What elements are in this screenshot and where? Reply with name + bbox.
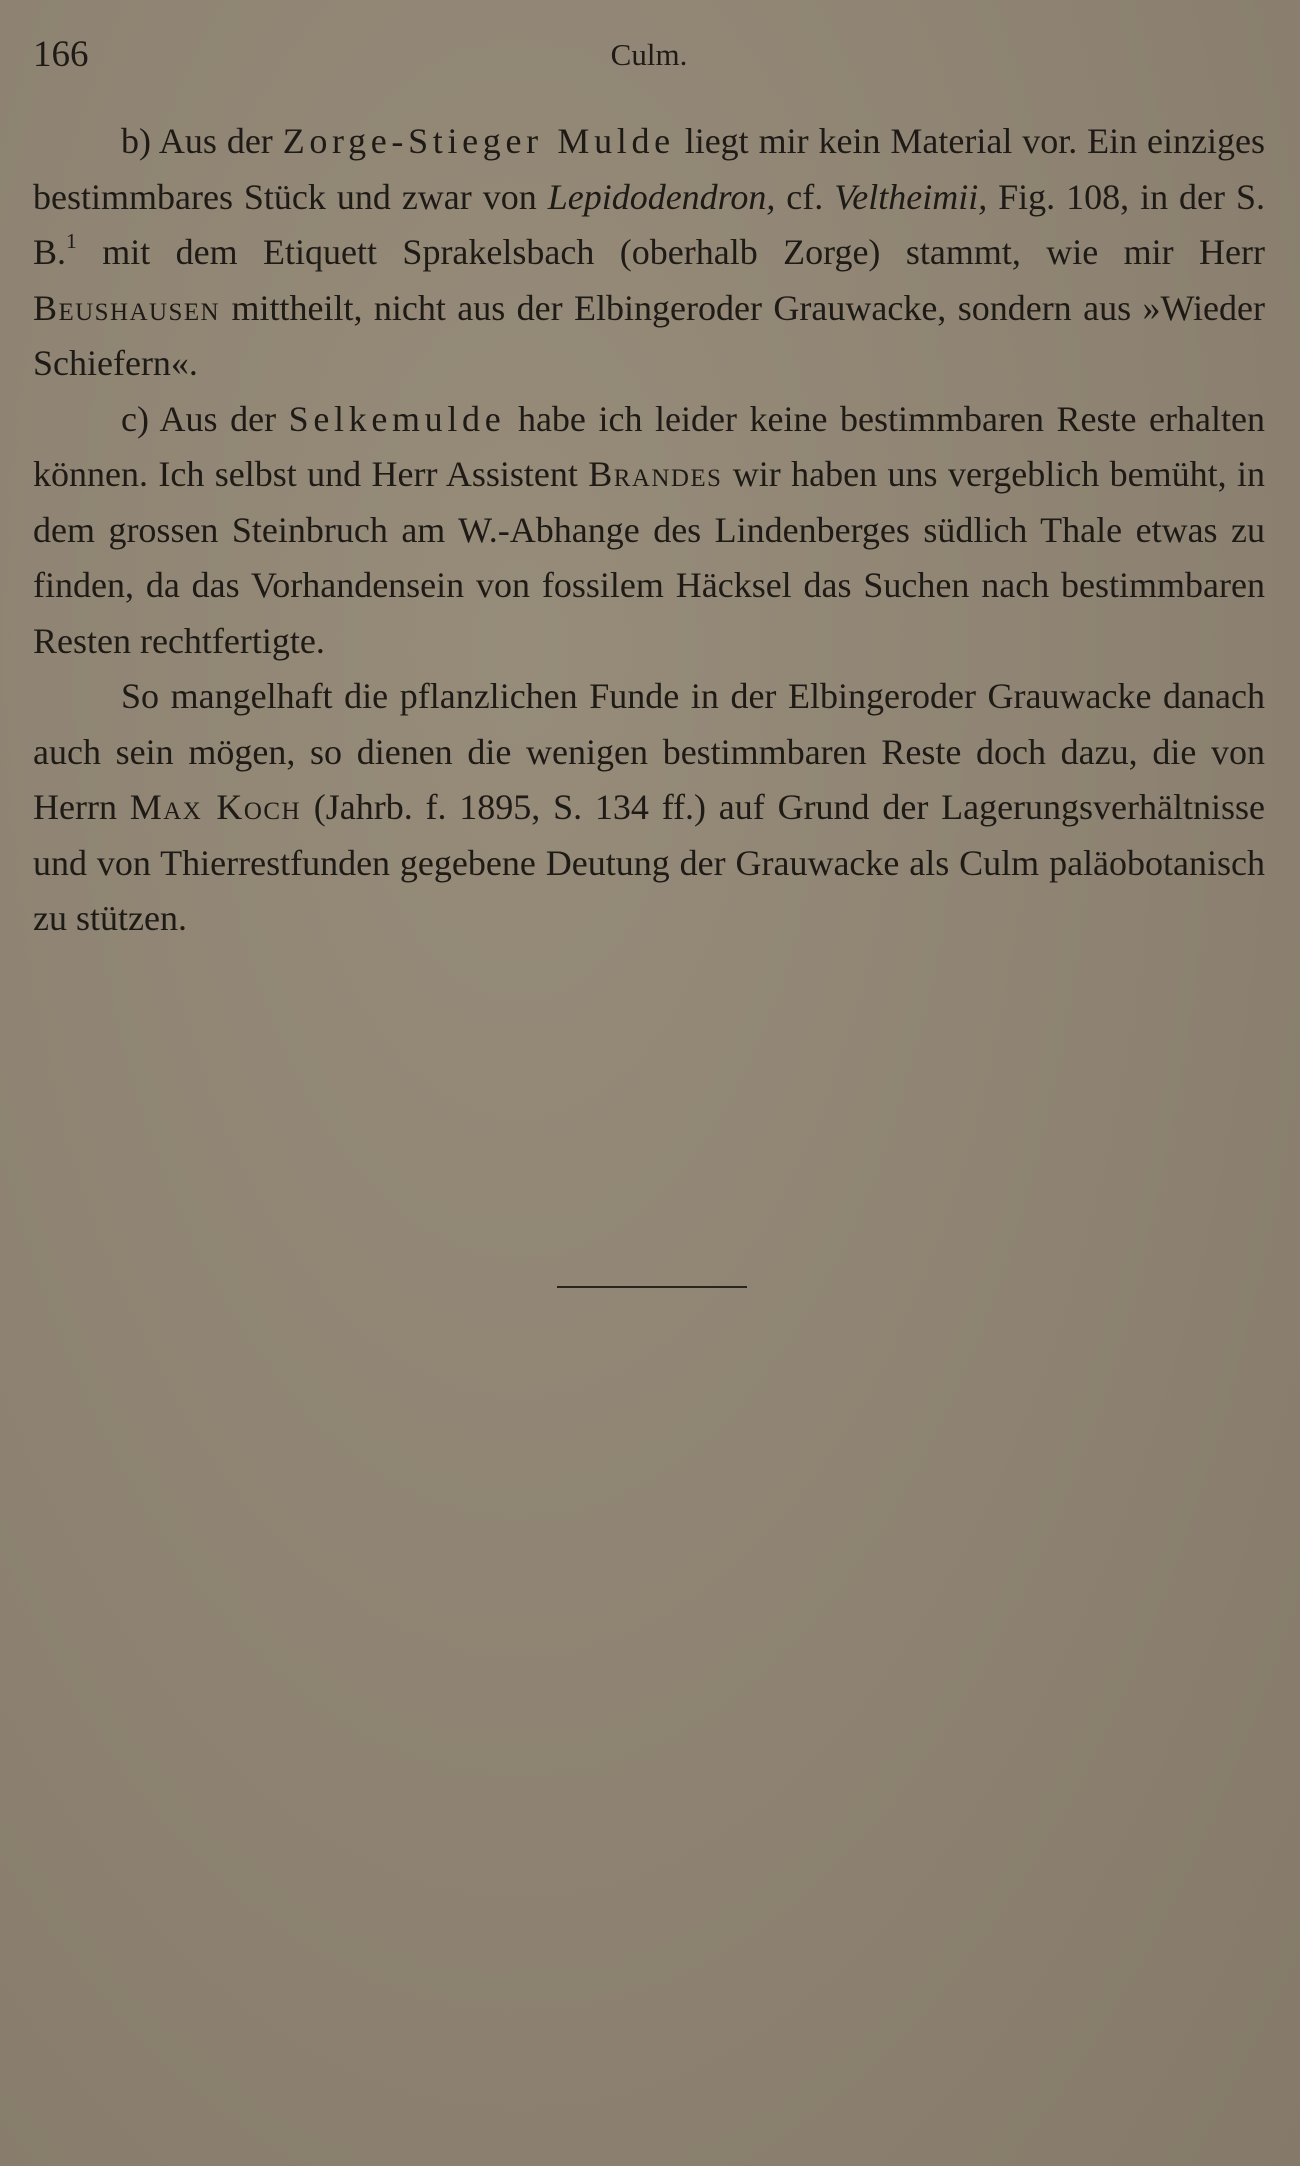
- para1-text-4: mit dem Etiquett Sprakelsbach (oberhalb Zorge) stammt, wie mir Herr: [76, 232, 1265, 272]
- person-name-max-koch: Max Koch: [129, 787, 301, 827]
- paragraph-selkemulde: [33, 392, 1265, 670]
- paragraph-zorge-stieger: [33, 114, 1265, 392]
- para3-text-2: (Jahrb. f. 1895, S. 134 ff.) auf Grund der Lagerungsverhältnisse und von Thierrestfunden gegebene Deutung der Grauwacke als Culm paläobotanisch zu stützen.: [33, 787, 1266, 938]
- para2-lead: c) Aus der: [121, 398, 289, 439]
- main-text: [33, 114, 1265, 947]
- para2-text-2: wir haben uns vergeblich bemüht, in dem grossen Steinbruch am W.-Abhange des Lindenberges südlich Thale etwas zu finden, da das Vorhandensein von fossilem Häcksel das Suchen nach bestimmbaren Resten rechtfertigte.: [33, 454, 1265, 661]
- person-name-brandes: Brandes: [588, 454, 723, 494]
- para1-text-2: cf.: [775, 176, 835, 217]
- place-name-zorge-stieger: Zorge-Stieger Mulde: [282, 121, 675, 161]
- footnote-marker: 1: [66, 228, 77, 253]
- para1-lead: b) Aus der: [121, 121, 283, 161]
- para1-text-3: Fig. 108, in der S. B.: [33, 176, 1266, 272]
- para2-text-1: habe ich leider keine bestimmbaren Reste erhalten können. Ich selbst und Herr Assistent: [33, 398, 1265, 494]
- taxon-genus: Lepidodendron,: [547, 176, 776, 217]
- place-name-selkemulde: Selkemulde: [288, 398, 506, 439]
- running-title: Culm.: [610, 37, 688, 72]
- person-name-beushausen: Beushausen: [33, 287, 221, 328]
- para1-text-1: liegt mir kein Material vor. Ein einziges bestimmbares Stück und zwar von: [33, 121, 1265, 217]
- section-end-rule: [557, 1286, 747, 1288]
- page-number: 166: [33, 34, 89, 75]
- paragraph-conclusion: [33, 669, 1265, 947]
- para1-text-5: mittheilt, nicht aus der Elbingeroder Grauwacke, sondern aus »Wieder Schiefern«.: [33, 287, 1265, 383]
- para3-text-1: So mangelhaft die pflanzlichen Funde in der Elbingeroder Grauwacke danach auch sein mögen, so dienen die wenigen bestimmbaren Reste doch dazu, die von Herrn: [33, 676, 1265, 827]
- page-header: [33, 30, 1265, 80]
- taxon-species: Veltheimii,: [834, 176, 988, 217]
